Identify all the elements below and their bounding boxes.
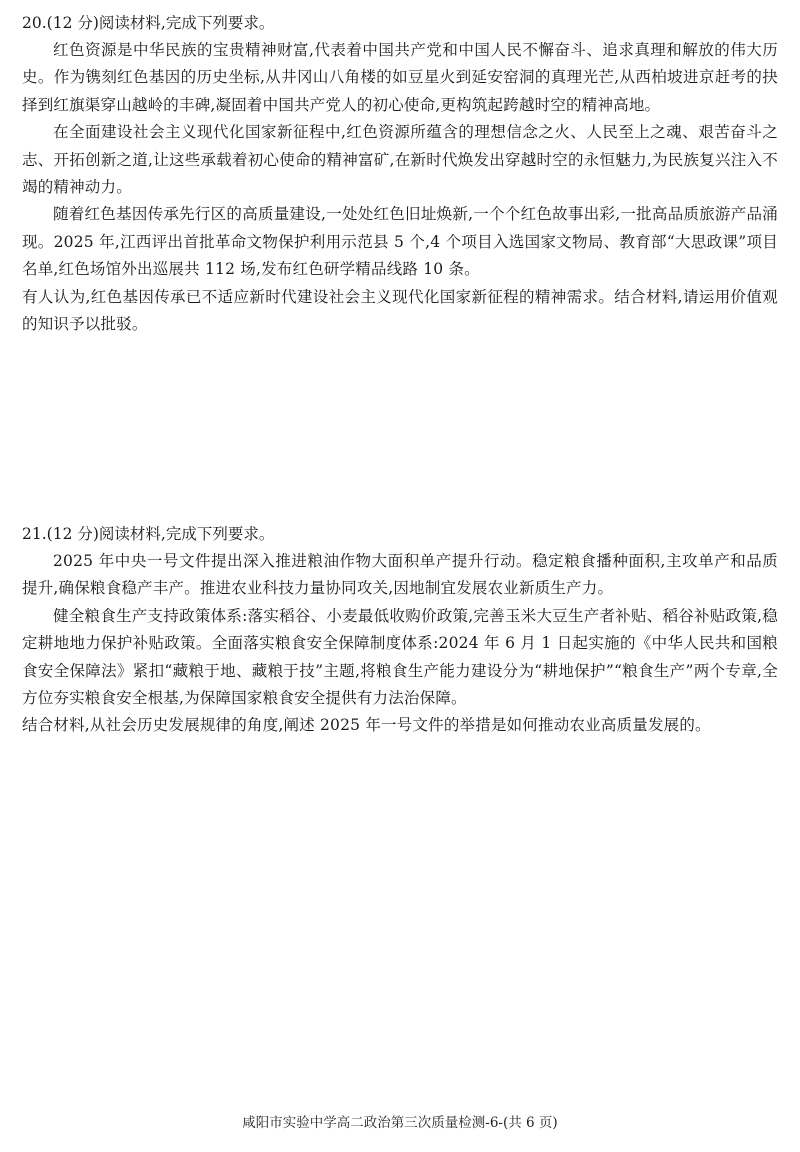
question-instruction: 阅读材料,完成下列要求。 (98, 525, 275, 543)
material-paragraph: 随着红色基因传承先行区的高质量建设,一处处红色旧址焕新,一个个红色故事出彩,一批高品质旅游产品涌现。2025 年,江西评出首批革命文物保护利用示范县 5 个,4 个项目入选国家文物局、教育部“大思政课”项目名单,红色场馆外出巡展共 112 场,发布红色研学精品线路 10 条。 (22, 205, 778, 279)
question-21 (22, 521, 778, 740)
question-prompt: 结合材料,从社会历史发展规律的角度,阐述 2025 年一号文件的举措是如何推动农业高质量发展的。 (22, 716, 711, 735)
question-score: (12 分) (46, 14, 99, 32)
page-footer: 咸阳市实验中学高二政治第三次质量检测-6-(共 6 页) (242, 1115, 558, 1131)
question-20 (22, 10, 778, 338)
question-score: (12 分) (46, 525, 99, 543)
question-header (22, 521, 778, 548)
question-header (22, 10, 778, 37)
question-prompt: 有人认为,红色基因传承已不适应新时代建设社会主义现代化国家新征程的精神需求。结合材料,请运用价值观的知识予以批驳。 (22, 287, 778, 334)
question-number: 21. (22, 525, 47, 543)
question-number: 20. (22, 14, 47, 32)
material-paragraph: 2025 年中央一号文件提出深入推进粮油作物大面积单产提升行动。稳定粮食播种面积,主攻单产和品质提升,确保粮食稳产丰产。推进农业科技力量协同攻关,因地制宜发展农业新质生产力。 (22, 552, 778, 598)
material-paragraph: 红色资源是中华民族的宝贵精神财富,代表着中国共产党和中国人民不懈奋斗、追求真理和解放的伟大历史。作为镌刻红色基因的历史坐标,从井冈山八角楼的如豆星火到延安窑洞的真理光芒,从西柏坡进京赶考的抉择到红旗渠穿山越岭的丰碑,凝固着中国共产党人的初心使命,更构筑起跨越时空的精神高地。 (22, 41, 778, 114)
material-paragraph: 健全粮食生产支持政策体系:落实稻谷、小麦最低收购价政策,完善玉米大豆生产者补贴、稻谷补贴政策,稳定耕地地力保护补贴政策。全面落实粮食安全保障制度体系:2024 年 6 月 1 日起实施的《中华人民共和国粮食安全保障法》紧扣“藏粮于地、藏粮于技”主题,将粮食生产能力建设分为“耕地保护”“粮食生产”两个专章,全方位夯实粮食安全根基,为保障国家粮食安全提供有力法治保障。 (22, 606, 778, 708)
material-paragraph: 在全面建设社会主义现代化国家新征程中,红色资源所蕴含的理想信念之火、人民至上之魂、艰苦奋斗之志、开拓创新之道,让这些承载着初心使命的精神富矿,在新时代焕发出穿越时空的永恒魅力,为民族复兴注入不竭的精神动力。 (22, 123, 778, 197)
question-instruction: 阅读材料,完成下列要求。 (98, 14, 275, 32)
